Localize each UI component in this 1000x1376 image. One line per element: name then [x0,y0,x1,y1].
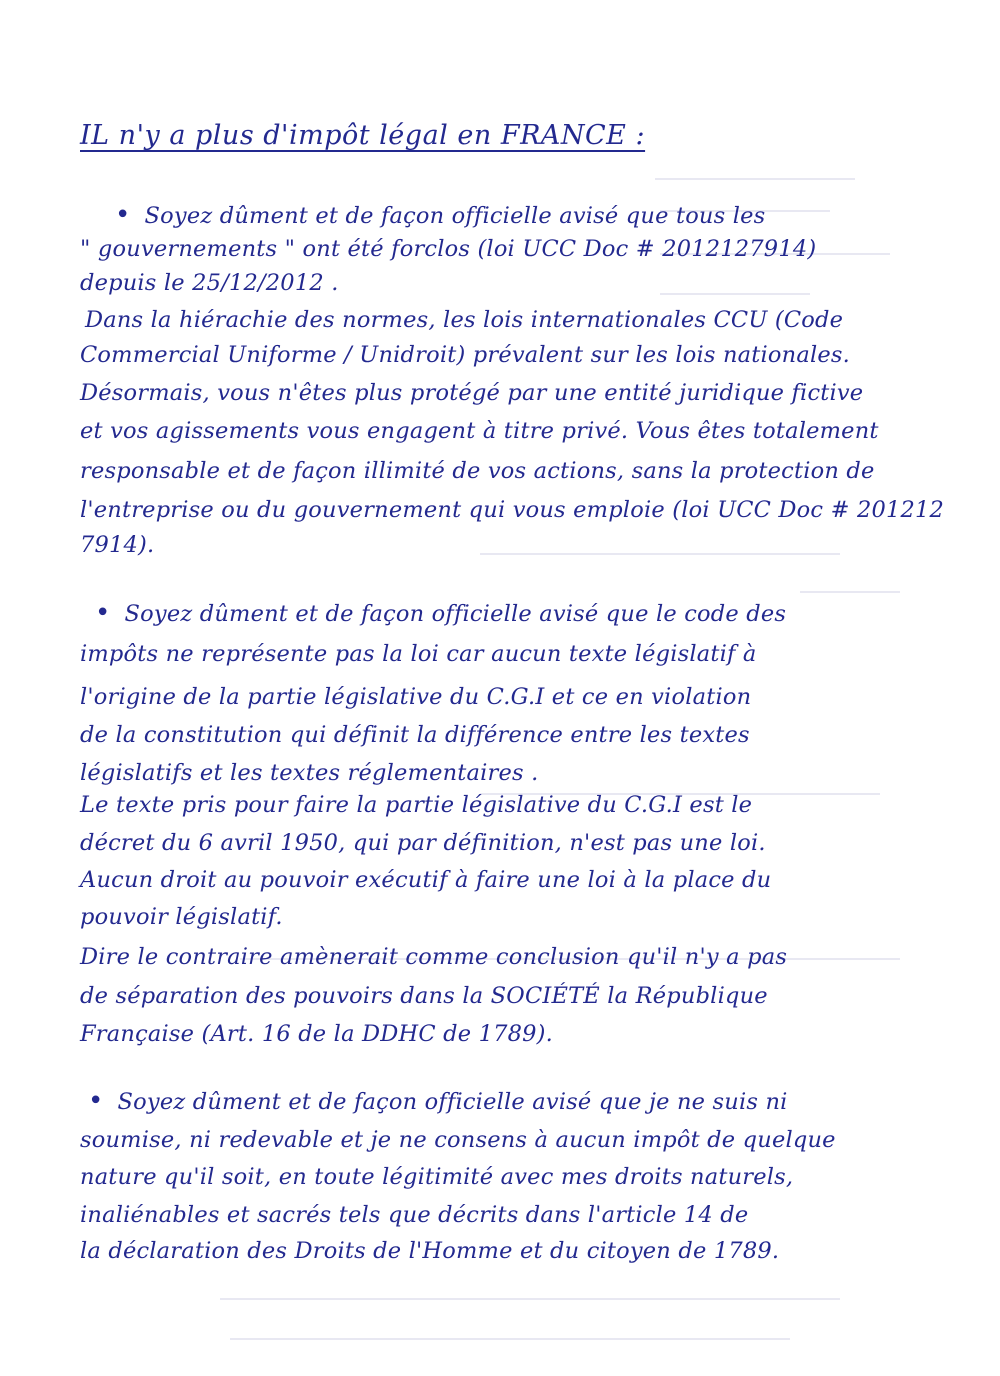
paragraph-1-line-2: " gouvernements " ont été forclos (loi UCC Doc # 2012127914) [80,236,817,262]
paragraph-1-line-1: • Soyez dûment et de façon officielle avisé que tous les [115,200,765,230]
paragraph-2-line-1: • Soyez dûment et de façon officielle avisé que le code des [95,598,786,628]
paragraph-1-line-3: depuis le 25/12/2012 . [80,270,339,296]
paragraph-2-line-5: législatifs et les textes réglementaires . [80,760,539,786]
paragraph-3-line-4: inaliénables et sacrés tels que décrits dans l'article 14 de [80,1202,749,1228]
paragraph-1-line-4: Dans la hiérachie des normes, les lois internationales CCU (Code [85,307,844,333]
page-title: IL n'y a plus d'impôt légal en FRANCE : [80,120,646,151]
paragraph-2-line-10: Dire le contraire amènerait comme conclusion qu'il n'y a pas [80,944,788,970]
paragraph-2-line-6: Le texte pris pour faire la partie législative du C.G.I est le [80,792,753,818]
paragraph-2-line-4: de la constitution qui définit la différence entre les textes [80,722,750,748]
paragraph-2-line-12: Française (Art. 16 de la DDHC de 1789). [80,1021,553,1047]
paragraph-2-line-11: de séparation des pouvoirs dans la SOCIÉTÉ la République [80,983,768,1009]
paragraph-1-line-5: Commercial Uniforme / Unidroit) prévalent sur les lois nationales. [80,342,850,368]
paragraph-2-line-8: Aucun droit au pouvoir exécutif à faire une loi à la place du [80,867,772,893]
paragraph-1-line-7: et vos agissements vous engagent à titre privé. Vous êtes totalement [80,418,879,444]
paragraph-1-line-10: 7914). [80,532,155,558]
paragraph-2-line-9: pouvoir législatif. [80,904,283,930]
paragraph-3-line-5: la déclaration des Droits de l'Homme et du citoyen de 1789. [80,1238,780,1264]
paragraph-1-line-8: responsable et de façon illimité de vos actions, sans la protection de [80,458,875,484]
paragraph-3-line-3: nature qu'il soit, en toute légitimité avec mes droits naturels, [80,1164,794,1190]
paragraph-1-line-9: l'entreprise ou du gouvernement qui vous emploie (loi UCC Doc # 201212 [80,497,945,523]
paragraph-3-line-2: soumise, ni redevable et je ne consens à aucun impôt de quelque [80,1127,836,1153]
paragraph-2-line-2: impôts ne représente pas la loi car aucun texte législatif à [80,641,757,667]
paragraph-2-line-3: l'origine de la partie législative du C.G.I et ce en violation [80,684,752,710]
paragraph-3-line-1: • Soyez dûment et de façon officielle avisé que je ne suis ni [88,1086,788,1116]
paragraph-2-line-7: décret du 6 avril 1950, qui par définition, n'est pas une loi. [80,830,766,856]
paragraph-1-line-6: Désormais, vous n'êtes plus protégé par une entité juridique fictive [80,380,864,406]
